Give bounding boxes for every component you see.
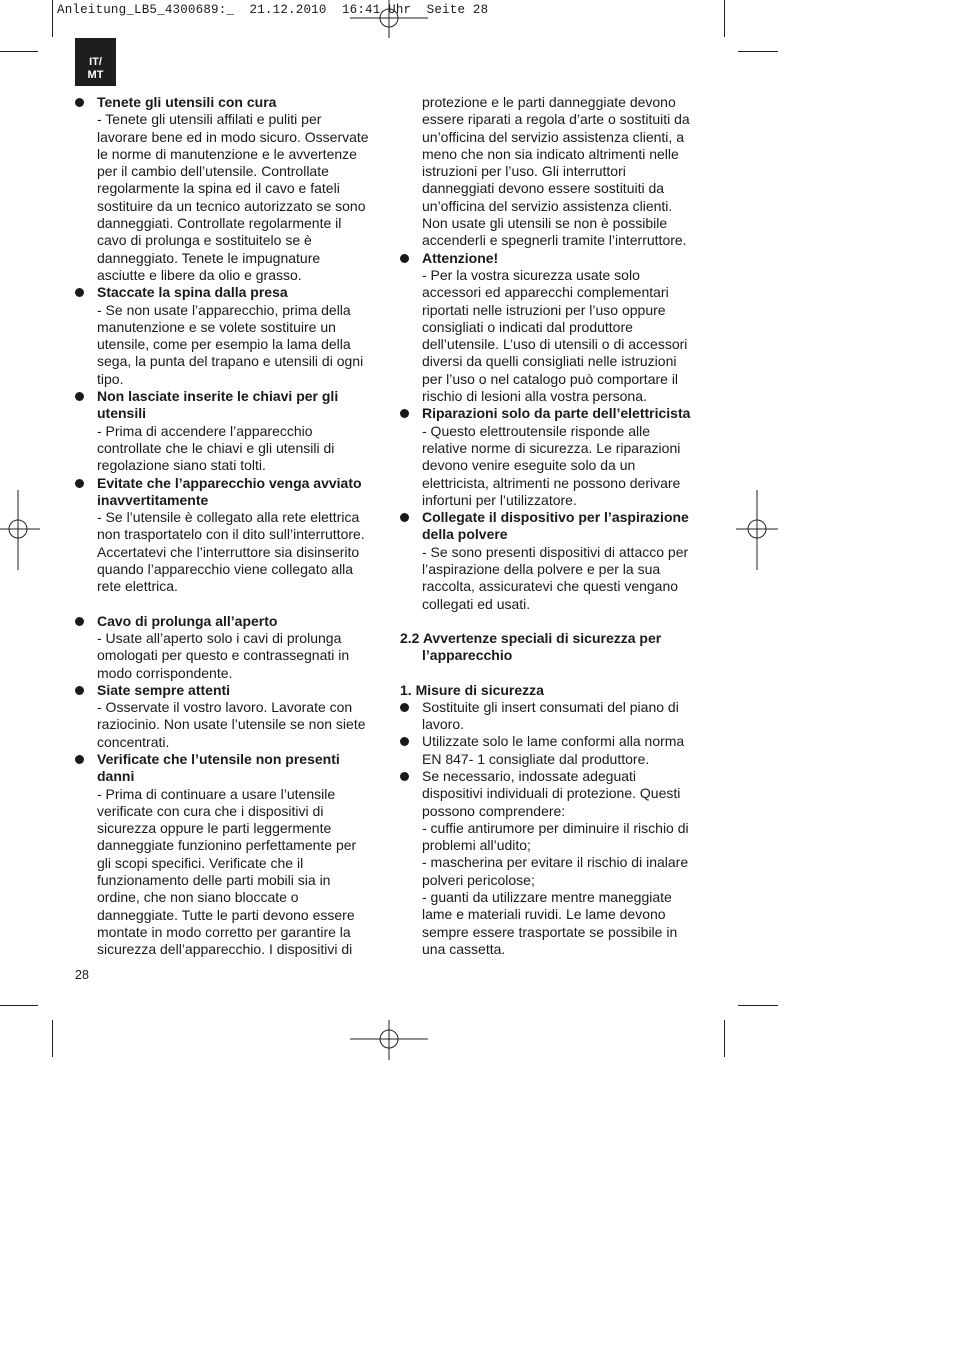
- text-line: sega, la punta del trapano e utensili di ogni: [97, 353, 364, 370]
- text-line: gli scopi specifici. Verificate che il: [97, 854, 304, 871]
- text-line: omologati per questo e contrassegnati in: [97, 647, 350, 664]
- item-title: Verificate che l’utensile non presenti danni: [97, 750, 340, 785]
- text-line: regolazione siano stati tolti.: [97, 457, 266, 474]
- text-line: non trasportatelo con il dito sull’interruttore.: [97, 526, 365, 543]
- text-line: devono venire eseguite solo da un: [422, 457, 636, 474]
- text-line: quando l’apparecchio viene collegato alla: [97, 561, 354, 578]
- text-line: - Se non usate l’apparecchio, prima della: [97, 301, 351, 318]
- crop-mark: [52, 1020, 53, 1057]
- list-item: [75, 284, 380, 388]
- text-line: sostituire da un tecnico autorizzato se sono: [97, 197, 366, 214]
- list-item: [75, 751, 380, 959]
- list-item: [400, 699, 710, 734]
- text-line: relative norme di sicurezza. Le riparazioni: [422, 439, 681, 456]
- text-line: diversi da quelli consigliati nelle istruzioni: [422, 353, 677, 370]
- bullet-icon: [75, 617, 84, 626]
- left-column: [75, 94, 380, 959]
- text-line: elettricista, altrimenti ne possono derivare: [422, 474, 681, 491]
- right-column: [400, 94, 710, 958]
- text-line: le norme di manutenzione e le avvertenze: [97, 145, 357, 162]
- item-title: Collegate il dispositivo per l’aspirazione della polvere: [422, 509, 689, 543]
- text-line: - Per la vostra sicurezza usate solo: [422, 266, 640, 283]
- bullet-icon: [400, 737, 409, 746]
- text-line: danneggiati devono essere sostituiti da: [422, 180, 665, 197]
- text-line: accessori ed apparecchi complementari: [422, 284, 669, 301]
- text-line: regolarmente la spina ed il cavo e fateli: [97, 180, 340, 197]
- text-line: ordine, che non siano bloccate o: [97, 889, 299, 906]
- text-line: - mascherina per evitare il rischio di inalare: [422, 854, 689, 871]
- text-line: cavo di prolunga e sostituitelo se è: [97, 232, 312, 249]
- text-line: istruzioni per l’uso. Gli interruttori: [422, 163, 626, 180]
- text-line: una cassetta.: [422, 940, 506, 957]
- list-item: [75, 613, 380, 682]
- text-line: polveri pericolose;: [422, 871, 535, 888]
- item-title: Siate sempre attenti: [97, 681, 231, 698]
- text-line: sempre essere trasportate se possibile in: [422, 923, 678, 940]
- item-title: Riparazioni solo da parte dell’elettricista: [422, 405, 691, 422]
- language-code-line1: IT/: [89, 56, 102, 68]
- bullet-icon: [75, 98, 84, 107]
- text-line: Non usate gli utensili se non è possibile: [422, 215, 668, 232]
- text-line: - Prima di continuare a usare l’utensile: [97, 785, 336, 802]
- bullet-icon: [400, 703, 409, 712]
- list-item: [400, 405, 710, 509]
- list-item: [75, 682, 380, 751]
- crop-mark: [724, 0, 725, 37]
- text-line: - Questo elettroutensile risponde alle: [422, 422, 651, 439]
- item-title: Attenzione!: [422, 249, 499, 266]
- bullet-icon: [400, 513, 409, 522]
- crop-mark: [738, 1005, 778, 1006]
- item-title: Non lasciate inserite le chiavi per gli utensili: [97, 388, 339, 422]
- text-line: un’officina del servizio assistenza clienti, a: [422, 128, 684, 145]
- subsection-heading: 1. Misure di sicurezza: [400, 681, 544, 698]
- text-line: raccolta, assicuratevi che questi vengano: [422, 578, 679, 595]
- text-line: sicurezza dell’apparecchio. I dispositivi di: [97, 941, 353, 958]
- text-line: verificate con cura che i dispositivi di: [97, 802, 324, 819]
- text-line: danneggiati. Controllate regolarmente il: [97, 215, 342, 232]
- text-line: controllate che le chiavi e gli utensili di: [97, 439, 335, 456]
- text-line: lavoro.: [422, 716, 465, 733]
- language-badge: [75, 38, 116, 86]
- text-line: un’officina del servizio assistenza clienti.: [422, 197, 673, 214]
- item-title: Tenete gli utensili con cura: [97, 94, 277, 110]
- bullet-icon: [75, 288, 84, 297]
- text-line: raziocinio. Non usate l’utensile se non siete: [97, 716, 366, 733]
- language-code-line2: MT: [87, 69, 104, 81]
- text-line: modo corrispondente.: [97, 664, 233, 681]
- list-item: [75, 94, 380, 284]
- item-title: Staccate la spina dalla presa: [97, 284, 288, 301]
- text-line: dell’utensile. L’uso di utensili o di accessori: [422, 336, 688, 353]
- registration-mark-icon: [350, 1020, 428, 1060]
- text-line: - Usate all’aperto solo i cavi di prolunga: [97, 629, 342, 646]
- text-line: - Se sono presenti dispositivi di attacco per: [422, 543, 689, 560]
- list-item: [400, 768, 710, 958]
- text-line: rete elettrica.: [97, 578, 178, 595]
- text-line: - Se l’utensile è collegato alla rete elettrica: [97, 509, 360, 526]
- crop-mark: [52, 0, 53, 37]
- bullet-icon: [75, 686, 84, 695]
- continued-text: [400, 94, 710, 250]
- bullet-icon: [400, 409, 409, 418]
- text-line: danneggiate funzionino perfettamente per: [97, 837, 357, 854]
- text-line: problemi all’udito;: [422, 837, 531, 854]
- text-line: l’aspirazione della polvere e per la sua: [422, 561, 661, 578]
- crop-mark: [738, 51, 778, 52]
- bullet-icon: [400, 254, 409, 263]
- text-line: asciutte e libere da olio e grasso.: [97, 266, 302, 283]
- text-line: utensile, come per esempio la lama della: [97, 336, 351, 353]
- registration-mark-icon: [736, 490, 778, 570]
- bullet-icon: [75, 755, 84, 764]
- item-title: Cavo di prolunga all’aperto: [97, 612, 278, 629]
- text-line: dispositivi individuali di protezione. Questi: [422, 785, 681, 802]
- text-line: - Osservate il vostro lavoro. Lavorate con: [97, 699, 353, 716]
- text-line: Sostituite gli insert consumati del piano di: [422, 698, 679, 715]
- text-line: essere riparati a regola d’arte o sostituiti da: [422, 111, 690, 128]
- list-item: [400, 250, 710, 406]
- section-heading: 2.2 Avvertenze speciali di sicurezza per l’apparecchio: [400, 629, 662, 664]
- text-line: protezione e le parti danneggiate devono: [422, 94, 676, 110]
- text-line: lame e materiali ruvidi. Le lame devono: [422, 906, 666, 923]
- text-line: Accertatevi che l’interruttore sia disinserito: [97, 543, 360, 560]
- text-line: manutenzione e se volete sostituire un: [97, 318, 336, 335]
- text-line: riportati nelle istruzioni per l’uso oppure: [422, 301, 666, 318]
- text-line: - cuffie antirumore per diminuire il rischio di: [422, 819, 689, 836]
- text-line: - Tenete gli utensili affilati e puliti per: [97, 111, 322, 128]
- text-line: consigliati o indicati dal produttore: [422, 318, 633, 335]
- list-item: [75, 475, 380, 596]
- text-line: meno che non sia indicato altrimenti nelle: [422, 145, 679, 162]
- text-line: concentrati.: [97, 733, 170, 750]
- text-line: - Prima di accendere l’apparecchio: [97, 422, 313, 439]
- text-line: EN 847- 1 consigliate dal produttore.: [422, 750, 650, 767]
- page-number: 28: [75, 968, 89, 982]
- registration-mark-icon: [0, 490, 40, 570]
- text-line: sicurezza oppure le parti leggermente: [97, 820, 332, 837]
- crop-mark: [0, 1005, 38, 1006]
- bullet-icon: [75, 479, 84, 488]
- text-line: lavorare bene ed in modo sicuro. Osservate: [97, 128, 369, 145]
- list-item: [75, 388, 380, 474]
- bullet-icon: [400, 772, 409, 781]
- text-line: tipo.: [97, 370, 124, 387]
- text-line: infortuni per l’utilizzatore.: [422, 491, 577, 508]
- text-line: danneggiato. Tenete le impugnature: [97, 249, 321, 266]
- text-line: per l’uso o nel catalogo può comportare il: [422, 370, 679, 387]
- text-line: possono comprendere:: [422, 802, 566, 819]
- print-slug: Anleitung_LB5_4300689:_ 21.12.2010 16:41 Uhr Seite 28: [57, 3, 489, 17]
- text-line: per il cambio dell’utensile. Controllate: [97, 163, 329, 180]
- text-line: collegati ed usati.: [422, 595, 531, 612]
- text-line: funzionamento delle parti mobili sia in: [97, 872, 331, 889]
- crop-mark: [724, 1020, 725, 1057]
- text-line: rischio di lesioni alla vostra persona.: [422, 388, 647, 405]
- text-line: Utilizzate solo le lame conformi alla norma: [422, 733, 685, 750]
- text-line: Se necessario, indossate adeguati: [422, 767, 637, 784]
- list-item: [400, 509, 710, 613]
- text-line: danneggiate. Tutte le parti devono essere: [97, 906, 355, 923]
- text-line: montate in modo corretto per garantire la: [97, 923, 351, 940]
- list-item: [400, 733, 710, 768]
- item-title: Evitate che l’apparecchio venga avviato inavvertitamente: [97, 474, 362, 508]
- text-line: accenderli e spegnerli tramite l’interruttore.: [422, 232, 687, 249]
- bullet-icon: [75, 392, 84, 401]
- text-line: - guanti da utilizzare mentre maneggiate: [422, 889, 672, 906]
- crop-mark: [0, 51, 38, 52]
